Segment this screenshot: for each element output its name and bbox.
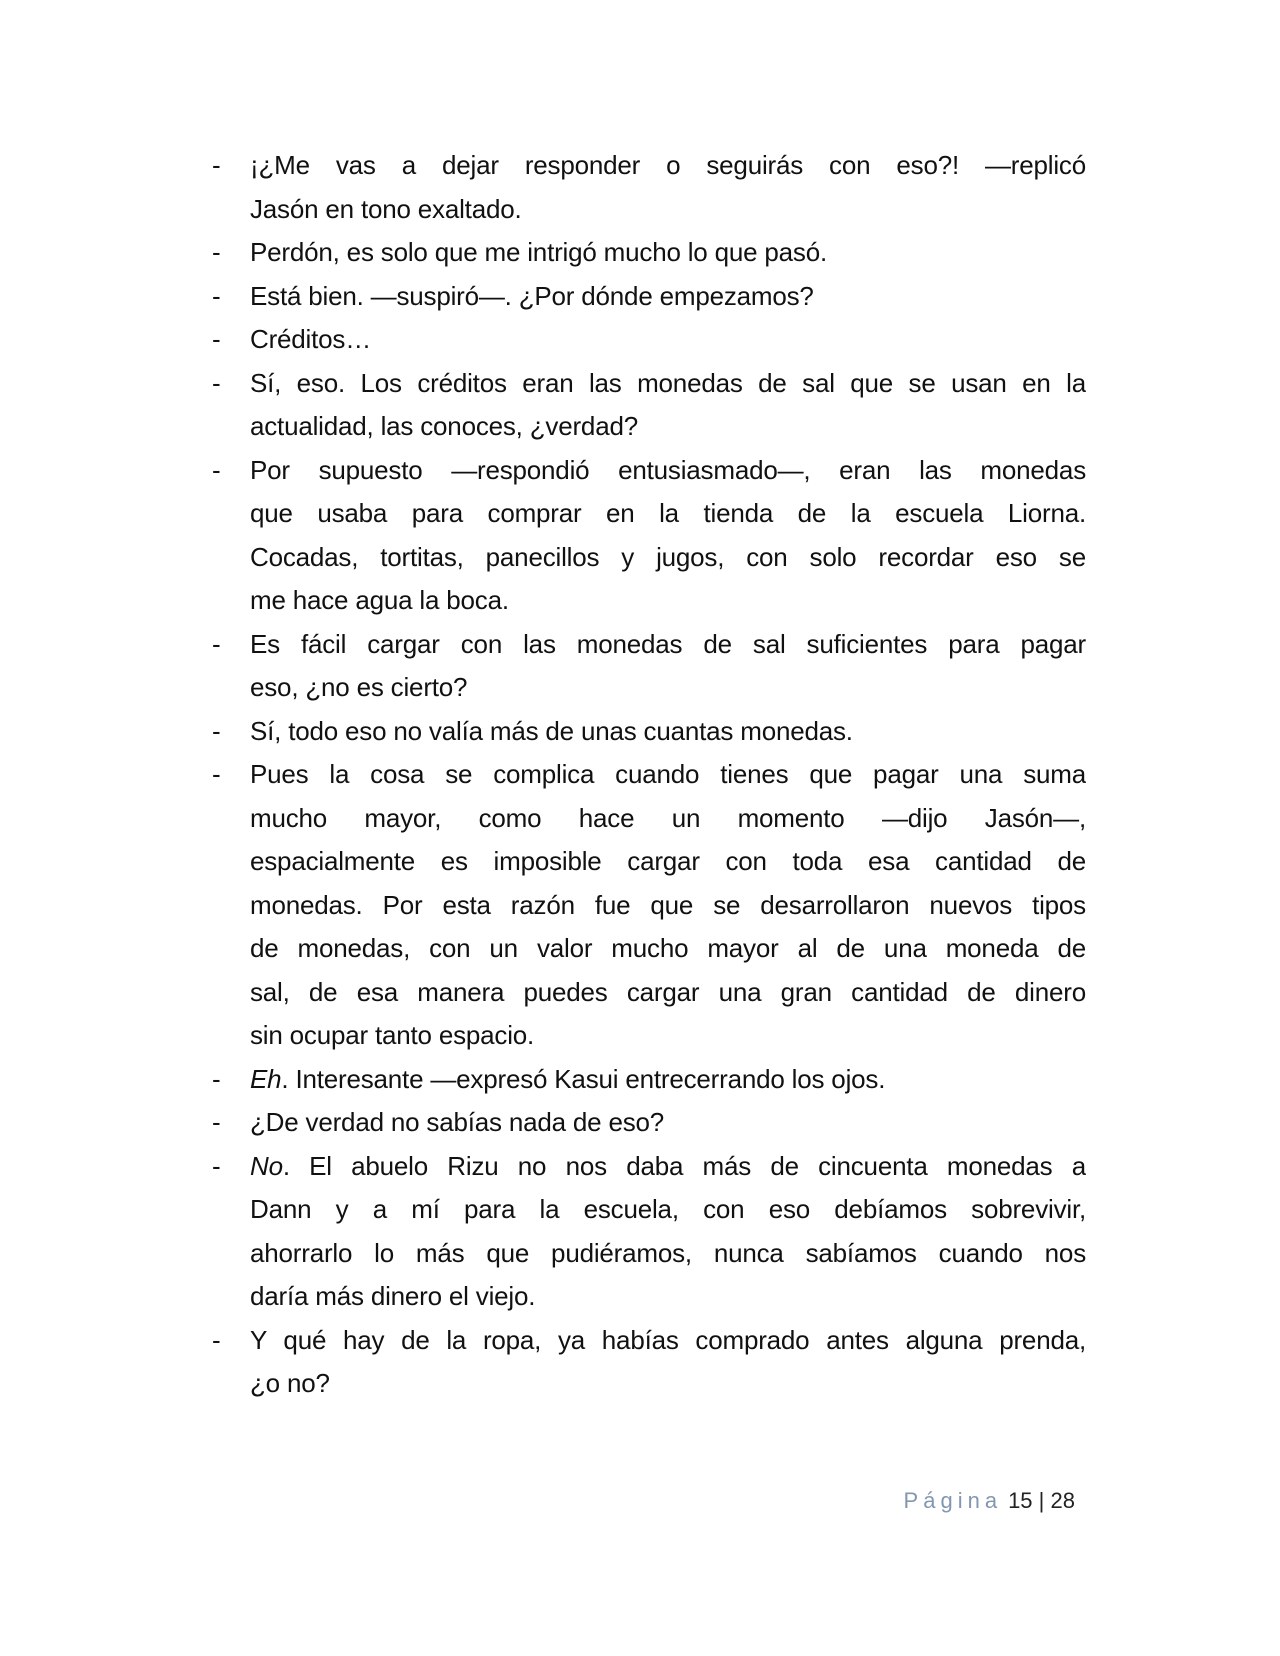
text-line [250, 1188, 1086, 1232]
dialogue-item [212, 449, 1086, 623]
line-text: actualidad, las conoces, ¿verdad? [250, 411, 638, 441]
text-line [250, 144, 1086, 188]
dialogue-dash: - [212, 280, 221, 311]
emphasis-text: Eh [250, 1063, 282, 1094]
text-line [250, 231, 1086, 275]
text-line [250, 797, 1086, 841]
text-line [250, 362, 1086, 406]
line-text: ahorrarlo lo más que pudiéramos, nunca sabíamos cuando nos [250, 1237, 1086, 1268]
line-text: . El abuelo Rizu no nos daba más de cincuenta monedas a [282, 1150, 1086, 1181]
line-text: Por supuesto —respondió entusiasmado—, eran las monedas [250, 454, 1086, 485]
line-text: ¿o no? [250, 1368, 330, 1398]
text-line [250, 188, 1086, 232]
line-text: sin ocupar tanto espacio. [250, 1020, 535, 1050]
dialogue-dash: - [212, 454, 221, 485]
line-text: Pues la cosa se complica cuando tienes que pagar una suma [250, 759, 1086, 789]
line-text: ¡¿Me vas a dejar responder o seguirás con eso?! —replicó [250, 150, 1086, 180]
text-line [250, 753, 1086, 797]
text-line [250, 536, 1086, 580]
text-line [250, 884, 1086, 928]
text-line [250, 405, 1086, 449]
dialogue-dash: - [212, 1107, 221, 1137]
dialogue-item [212, 1319, 1086, 1406]
line-text: Perdón, es solo que me intrigó mucho lo que pasó. [250, 237, 828, 267]
line-text: Cocadas, tortitas, panecillos y jugos, con solo recordar eso se [250, 541, 1086, 572]
line-text: Y qué hay de la ropa, ya habías comprado antes alguna prenda, [250, 1324, 1086, 1355]
line-text: espacialmente es imposible cargar con toda esa cantidad de [250, 846, 1086, 876]
dialogue-item [212, 318, 1086, 362]
dialogue-dash: - [212, 1324, 221, 1355]
line-text: Sí, eso. Los créditos eran las monedas de sal que se usan en la [250, 367, 1086, 398]
text-line [250, 1101, 1086, 1145]
text-line [250, 1319, 1086, 1363]
line-text: de monedas, con un valor mucho mayor al de una moneda de [250, 933, 1086, 963]
text-line [250, 579, 1086, 623]
line-text: me hace agua la boca. [250, 585, 509, 615]
dialogue-item [212, 623, 1086, 710]
line-text: Dann y a mí para la escuela, con eso debíamos sobrevivir, [250, 1194, 1086, 1224]
text-line [250, 492, 1086, 536]
line-text: daría más dinero el viejo. [250, 1281, 536, 1311]
dialogue-dash: - [212, 628, 221, 659]
line-text: eso, ¿no es cierto? [250, 672, 468, 702]
line-text: Jasón en tono exaltado. [250, 193, 522, 224]
line-text: que usaba para comprar en la tienda de la escuela Liorna. [250, 498, 1086, 528]
line-text: sal, de esa manera puedes cargar una gran cantidad de dinero [250, 976, 1086, 1007]
text-line [250, 275, 1086, 319]
dialogue-dash: - [212, 715, 221, 746]
line-text: Créditos… [250, 324, 372, 354]
text-line [250, 1014, 1086, 1058]
dialogue-dash: - [212, 237, 221, 267]
text-line [250, 1145, 1086, 1189]
dialogue-item [212, 753, 1086, 1058]
line-text: Está bien. —suspiró—. ¿Por dónde empezamos? [250, 280, 814, 311]
text-line [250, 710, 1086, 754]
text-line [250, 1362, 1086, 1406]
page-separator: | [1038, 1488, 1045, 1513]
page-total: 28 [1050, 1488, 1075, 1513]
text-line [250, 666, 1086, 710]
dialogue-item [212, 144, 1086, 231]
dialogue-item [212, 362, 1086, 449]
emphasis-text: No [250, 1150, 283, 1181]
dialogue-item [212, 1145, 1086, 1319]
text-line [250, 1232, 1086, 1276]
line-text: Sí, todo eso no valía más de unas cuantas monedas. [250, 715, 853, 746]
text-line [250, 971, 1086, 1015]
text-line [250, 1058, 1086, 1102]
line-text: ¿De verdad no sabías nada de eso? [250, 1107, 665, 1137]
dialogue-dash: - [212, 1150, 221, 1181]
document-body [212, 144, 1086, 1406]
dialogue-item [212, 231, 1086, 275]
text-line [250, 623, 1086, 667]
page-label: Página [903, 1488, 1003, 1513]
dialogue-dash: - [212, 1063, 221, 1094]
dialogue-item [212, 1101, 1086, 1145]
text-line [250, 449, 1086, 493]
line-text: . Interesante —expresó Kasui entrecerrando los ojos. [281, 1063, 886, 1094]
dialogue-dash: - [212, 759, 221, 789]
dialogue-item [212, 275, 1086, 319]
dialogue-dash: - [212, 324, 221, 354]
text-line [250, 1275, 1086, 1319]
line-text: mucho mayor, como hace un momento —dijo Jasón—, [250, 802, 1086, 833]
page-number: 15 [1008, 1488, 1033, 1513]
text-line [250, 318, 1086, 362]
dialogue-dash: - [212, 150, 221, 180]
line-text: monedas. Por esta razón fue que se desarrollaron nuevos tipos [250, 889, 1086, 920]
text-line [250, 840, 1086, 884]
text-line [250, 927, 1086, 971]
dialogue-dash: - [212, 367, 221, 398]
line-text: Es fácil cargar con las monedas de sal suficientes para pagar [250, 628, 1086, 659]
page-footer [0, 1488, 1075, 1514]
dialogue-item [212, 710, 1086, 754]
dialogue-item [212, 1058, 1086, 1102]
